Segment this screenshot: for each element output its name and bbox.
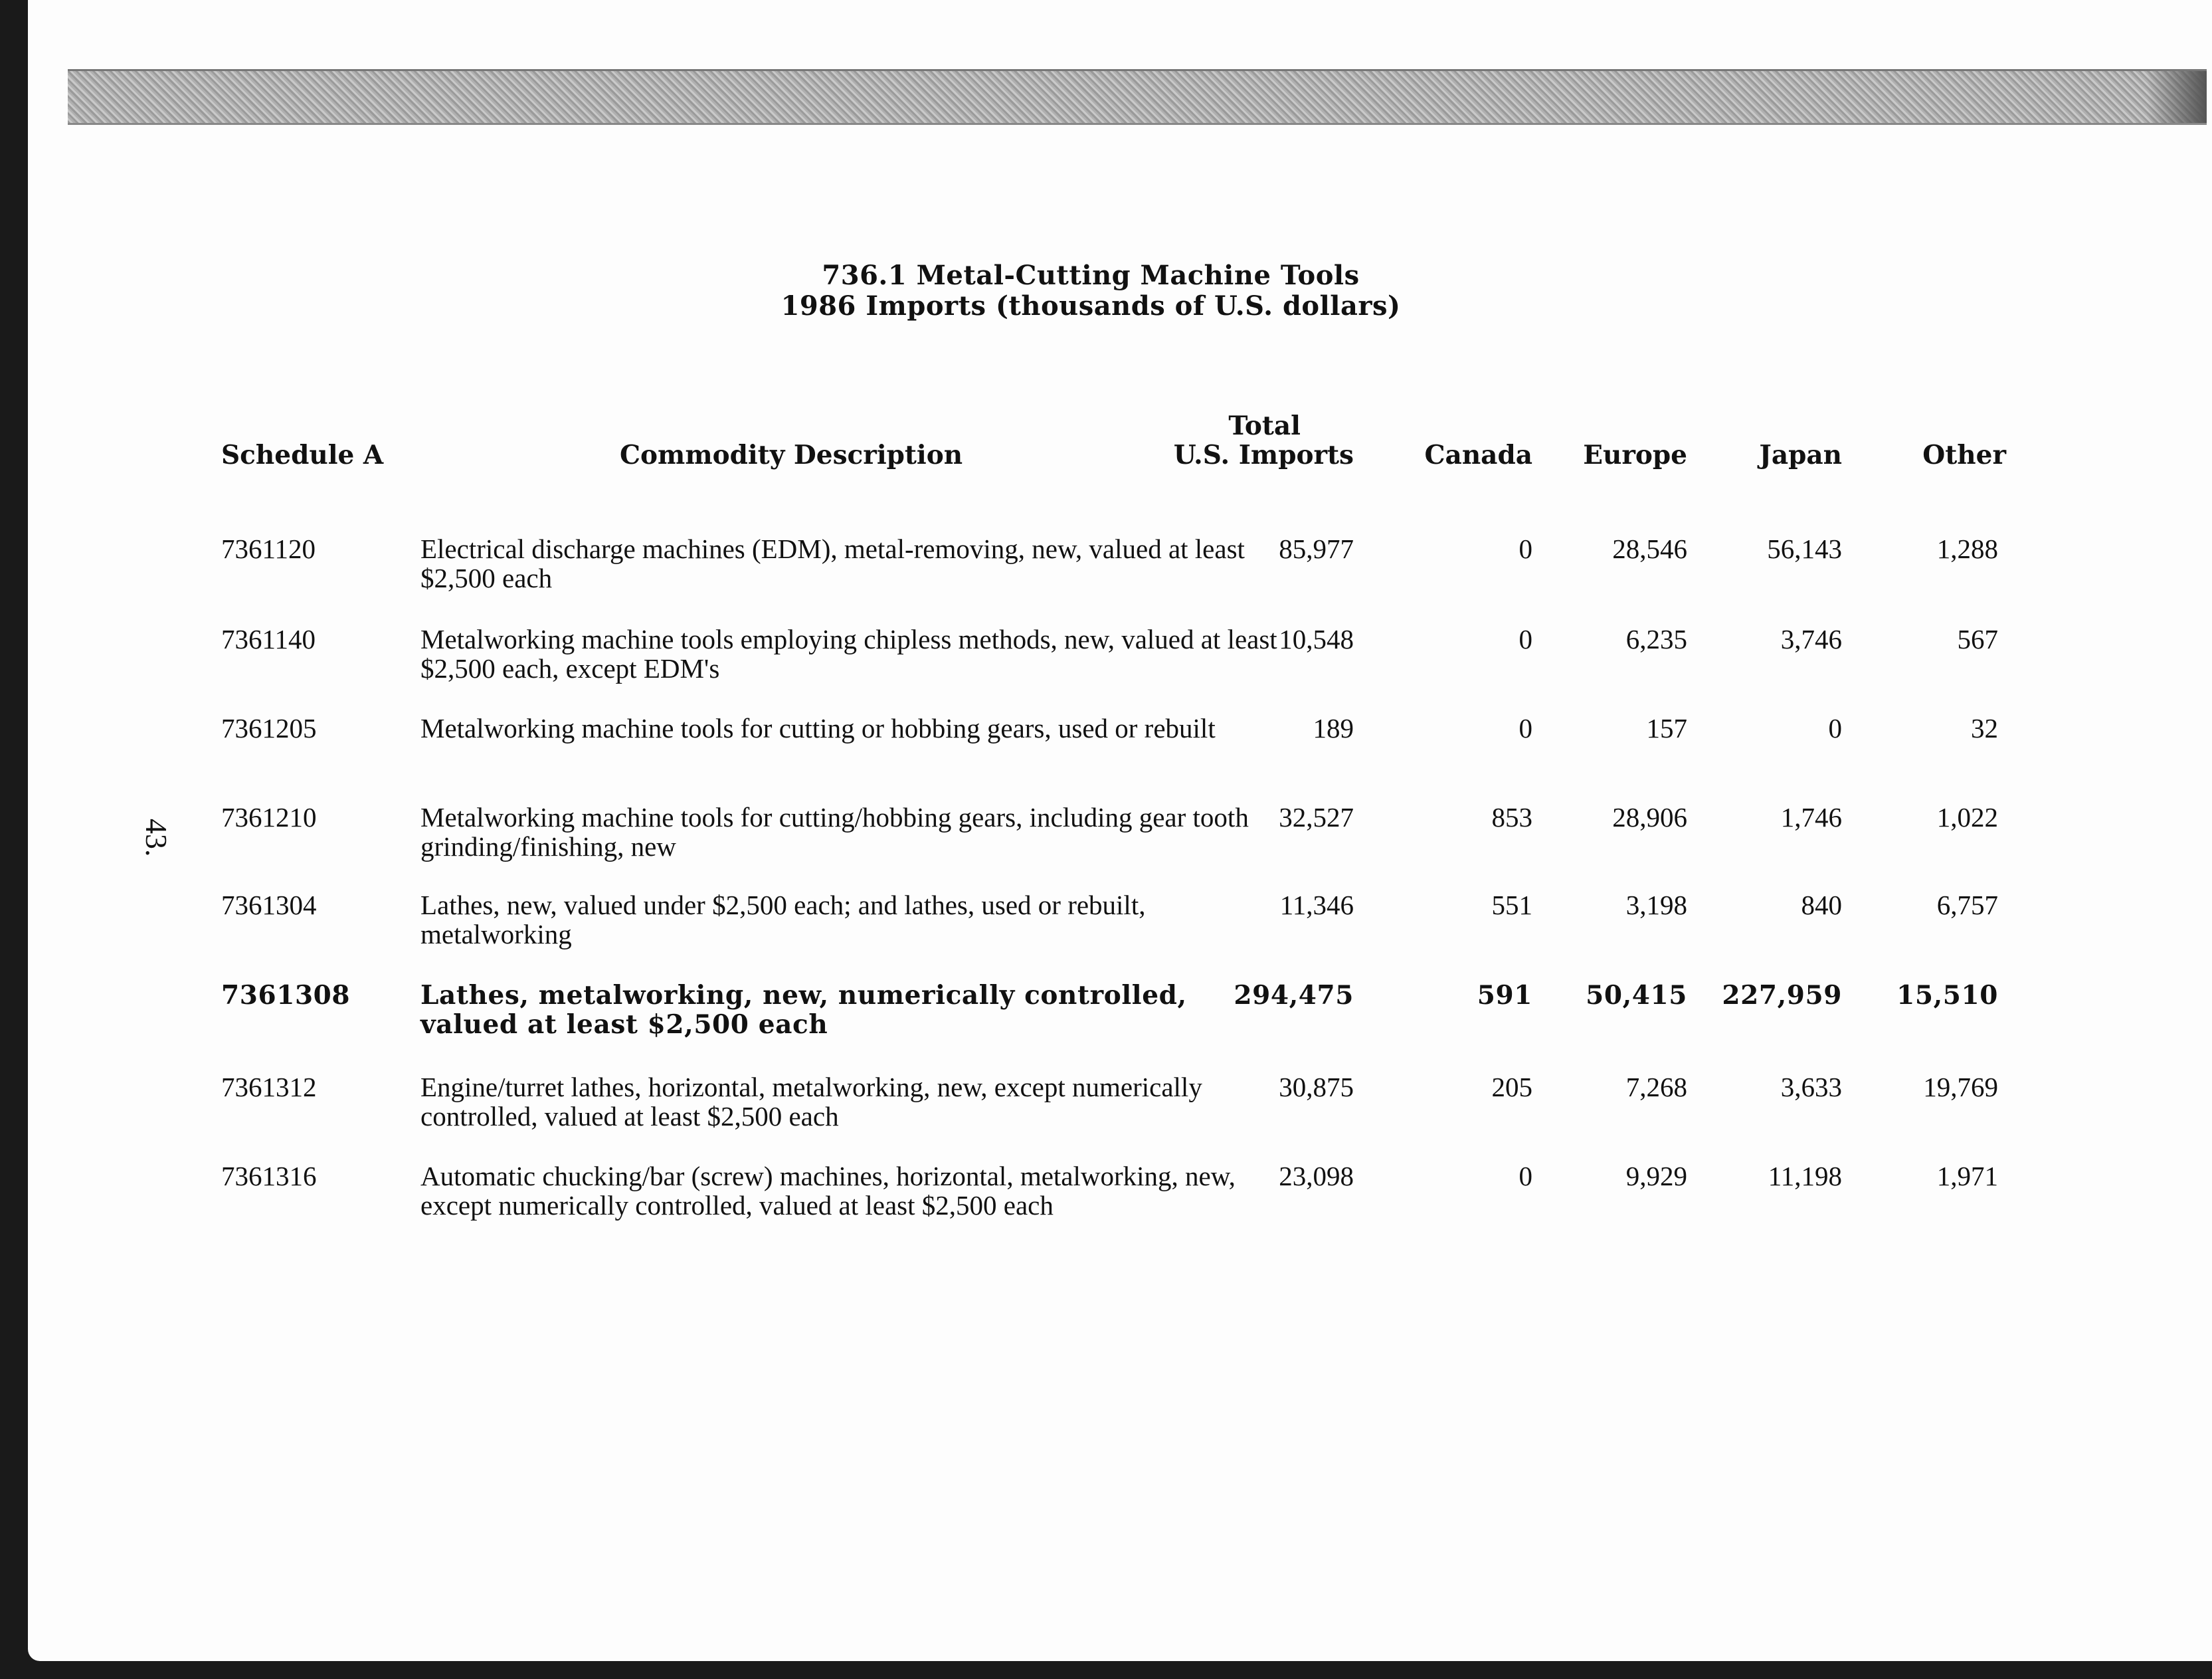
scan-header-band	[68, 69, 2207, 125]
schedule-code: 7361120	[221, 534, 316, 564]
japan-value: 0	[1828, 713, 1842, 743]
japan-value: 227,959	[1722, 980, 1842, 1011]
header-description: Commodity Description	[620, 440, 963, 470]
total-imports: 189	[1313, 713, 1354, 743]
document-page	[28, 0, 2212, 1661]
header-canada: Canada	[1424, 440, 1532, 470]
europe-value: 157	[1646, 713, 1687, 743]
europe-value: 50,415	[1586, 980, 1687, 1011]
schedule-code: 7361210	[221, 802, 317, 833]
header-europe: Europe	[1583, 440, 1687, 470]
schedule-code: 7361308	[221, 980, 351, 1011]
canada-value: 591	[1477, 980, 1532, 1011]
other-value: 15,510	[1896, 980, 1998, 1011]
japan-value: 840	[1801, 890, 1842, 920]
schedule-code: 7361316	[221, 1161, 317, 1191]
canada-value: 551	[1491, 890, 1532, 920]
header-schedule: Schedule A	[221, 440, 384, 470]
other-value: 567	[1957, 624, 1998, 654]
header-total-line1: Total	[1228, 411, 1301, 441]
total-imports: 11,346	[1279, 890, 1354, 920]
schedule-code: 7361140	[221, 624, 316, 654]
japan-value: 1,746	[1780, 802, 1842, 833]
header-japan: Japan	[1759, 440, 1842, 470]
europe-value: 28,906	[1612, 802, 1687, 833]
europe-value: 3,198	[1625, 890, 1687, 920]
header-total-line2: U.S. Imports	[1173, 440, 1354, 470]
other-value: 32	[1971, 713, 1998, 743]
europe-value: 7,268	[1625, 1072, 1687, 1102]
commodity-description: Metalworking machine tools employing chipless methods, new, valued at least $2,500 each, except EDM's	[420, 624, 1277, 684]
europe-value: 6,235	[1625, 624, 1687, 654]
total-imports: 85,977	[1279, 534, 1354, 564]
canada-value: 0	[1519, 534, 1532, 564]
page-number: 43.	[139, 819, 173, 857]
title-line-1: 736.1 Metal-Cutting Machine Tools	[822, 260, 1360, 291]
total-imports: 294,475	[1234, 980, 1354, 1011]
commodity-description: Engine/turret lathes, horizontal, metalworking, new, except numerically controlled, valued at least $2,500 each	[420, 1072, 1202, 1132]
total-imports: 30,875	[1279, 1072, 1354, 1102]
japan-value: 3,633	[1780, 1072, 1842, 1102]
commodity-description: Electrical discharge machines (EDM), metal-removing, new, valued at least $2,500 each	[420, 534, 1245, 593]
schedule-code: 7361304	[221, 890, 317, 920]
total-imports: 10,548	[1279, 624, 1354, 654]
canada-value: 853	[1491, 802, 1532, 833]
commodity-description: Lathes, new, valued under $2,500 each; and lathes, used or rebuilt, metalworking	[420, 890, 1146, 949]
other-value: 19,769	[1923, 1072, 1998, 1102]
japan-value: 56,143	[1767, 534, 1842, 564]
table-title	[725, 260, 1456, 322]
title-line-2: 1986 Imports (thousands of U.S. dollars)	[781, 290, 1401, 322]
schedule-code: 7361205	[221, 713, 317, 743]
canada-value: 205	[1491, 1072, 1532, 1102]
other-value: 1,971	[1936, 1161, 1998, 1191]
commodity-description: Metalworking machine tools for cutting/hobbing gears, including gear tooth grinding/finishing, new	[420, 802, 1249, 862]
commodity-description: Metalworking machine tools for cutting or hobbing gears, used or rebuilt	[420, 713, 1216, 743]
total-imports: 32,527	[1279, 802, 1354, 833]
europe-value: 28,546	[1612, 534, 1687, 564]
japan-value: 3,746	[1780, 624, 1842, 654]
japan-value: 11,198	[1768, 1161, 1842, 1191]
other-value: 1,022	[1936, 802, 1998, 833]
commodity-description: Lathes, metalworking, new, numerically controlled, valued at least $2,500 each	[420, 980, 1187, 1040]
canada-value: 0	[1519, 713, 1532, 743]
schedule-code: 7361312	[221, 1072, 317, 1102]
total-imports: 23,098	[1279, 1161, 1354, 1191]
canada-value: 0	[1519, 624, 1532, 654]
other-value: 6,757	[1936, 890, 1998, 920]
europe-value: 9,929	[1625, 1161, 1687, 1191]
other-value: 1,288	[1936, 534, 1998, 564]
canada-value: 0	[1519, 1161, 1532, 1191]
header-other: Other	[1922, 440, 2006, 470]
commodity-description: Automatic chucking/bar (screw) machines, horizontal, metalworking, new, except numerically controlled, valued at least $2,500 each	[420, 1161, 1236, 1221]
